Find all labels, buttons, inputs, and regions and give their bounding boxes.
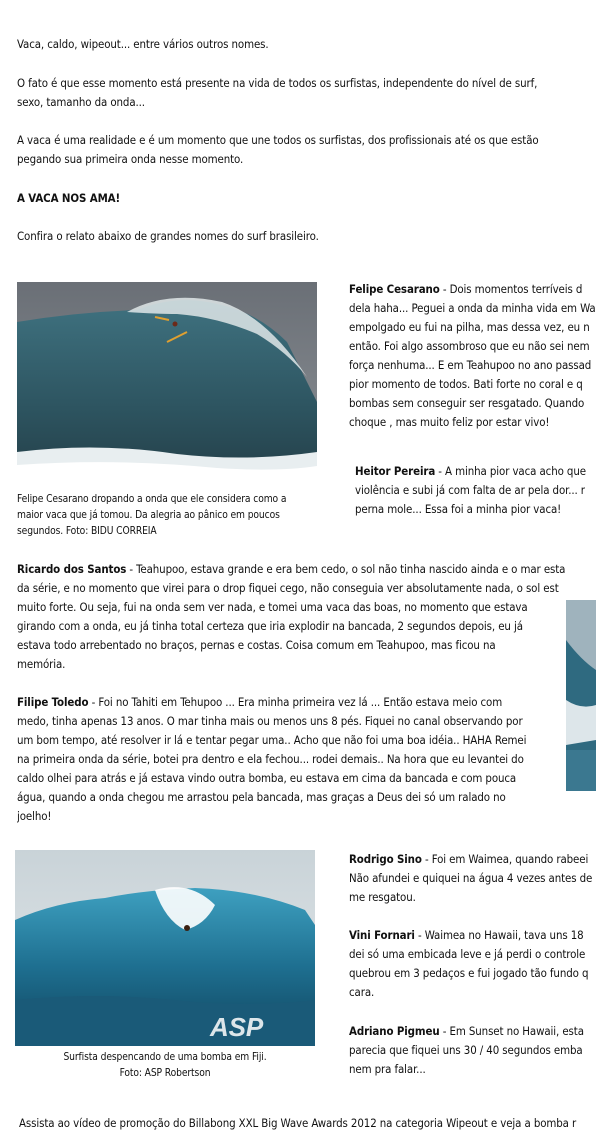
quote-vini-fornari: Vini Fornari - Waimea no Hawaii, tava uns 18 dei só uma embicada leve e já perdi o controle quebrou em 3 pedaços e fui jogado tão fundo q cara. [349, 928, 589, 999]
photo-partial-right [566, 600, 596, 791]
quote-filipe-toledo: Filipe Toledo - Foi no Tahiti em Tehupoo ... Era minha primeira vez lá ... Então estava meio com medo, tinha apenas 13 anos. O mar tinha mais ou menos uns 8 pés. Fiquei no canal observando por um bom tempo, até resolver ir lá e tentar pegar uma.. Acho que não foi uma boa idéia.. HAHA Remei na primeira onda da série, botei pra dentro e ela fechou... rodei demais.. Na hora que eu levantei do caldo olhei para atrás e já estava vindo outra bomba, eu estava em cima da bancada e com pouca água, quando a onda chegou me arrastou pela bancada, mas graças a Deus dei só um ralado no joelho! [17, 695, 527, 823]
photo-caption-fiji: Surfista despencando de uma bomba em Fiji. Foto: ASP Robertson [63, 1052, 267, 1079]
video-promo-text: Assista ao vídeo de promoção do Billabong XXL Big Wave Awards 2012 na categoria Wipeout e veja a bomba r [19, 1116, 577, 1130]
quote-heitor-pereira: Heitor Pereira - A minha pior vaca acho que violência e subi já com falta de ar pela dor... r perna mole... Essa foi a minha pior vaca! [355, 464, 586, 516]
quote-rodrigo-sino: Rodrigo Sino - Foi em Waimea, quando rabeei Não afundei e quiquei na água 4 vezes antes de me resgatou. [349, 852, 593, 904]
section-heading: A VACA NOS AMA! [17, 191, 121, 205]
surfer-name: Heitor Pereira [355, 464, 436, 478]
quote-adriano-pigmeu: Adriano Pigmeu - Em Sunset no Hawaii, esta parecia que fiquei uns 30 / 40 segundos emba nem pra falar... [349, 1024, 584, 1076]
intro-paragraph-3: A vaca é uma realidade e é um momento que une todos os surfistas, dos profissionais até os que estão pegando sua primeira onda nesse momento. [17, 133, 539, 166]
photo-wave-felipe [17, 282, 317, 481]
surfer-name: Rodrigo Sino [349, 852, 422, 866]
quote-felipe-cesarano: Felipe Cesarano - Dois momentos terríveis d dela haha... Peguei a onda da minha vida em Wa empolgado eu fui na pilha, mas dessa vez, eu n então. Foi algo assombroso que eu não sei nem força nenhuma... E em Teahupoo no ano passad pior momento de todos. Bati forte no coral e q bombas sem conseguir ser resgatado. Quando choque , mas muito feliz por estar vivo! [349, 282, 596, 429]
surfer-name: Felipe Cesarano [349, 282, 440, 296]
intro-paragraph-4: Confira o relato abaixo de grandes nomes do surf brasileiro. [17, 229, 319, 243]
intro-paragraph-2: O fato é que esse momento está presente na vida de todos os surfistas, independente do nível de surf, sexo, tamanho da onda... [17, 76, 538, 109]
surfer-name: Filipe Toledo [17, 695, 89, 709]
surfer-name: Vini Fornari [349, 928, 415, 942]
quote-ricardo-dos-santos: Ricardo dos Santos - Teahupoo, estava grande e era bem cedo, o sol não tinha nascido ainda e o mar esta da série, e no momento que virei para o drop fiquei cego, não conseguia ver absolutamente nada, o sol est muito forte. Ou seja, fui na onda sem ver nada, e tomei uma vaca das boas, no momento que estava girando com a onda, eu já tinha total certeza que iria explodir na bancada, 2 segundos depois, eu já estava todo arrebentado no braços, pernas e costas. Coisa comum em Teahupoo, mas ficou na memória. [17, 562, 566, 671]
intro-paragraph-1: Vaca, caldo, wipeout... entre vários outros nomes. [17, 37, 269, 51]
photo-wave-fiji [15, 850, 315, 1046]
surfer-name: Adriano Pigmeu [349, 1024, 440, 1038]
photo-caption-felipe: Felipe Cesarano dropando a onda que ele considera como a maior vaca que já tomou. Da alegria ao pânico em poucos segundos. Foto: BIDU CORREIA [17, 494, 287, 537]
asp-logo: ASP [210, 1012, 264, 1042]
surfer-name: Ricardo dos Santos [17, 562, 127, 576]
